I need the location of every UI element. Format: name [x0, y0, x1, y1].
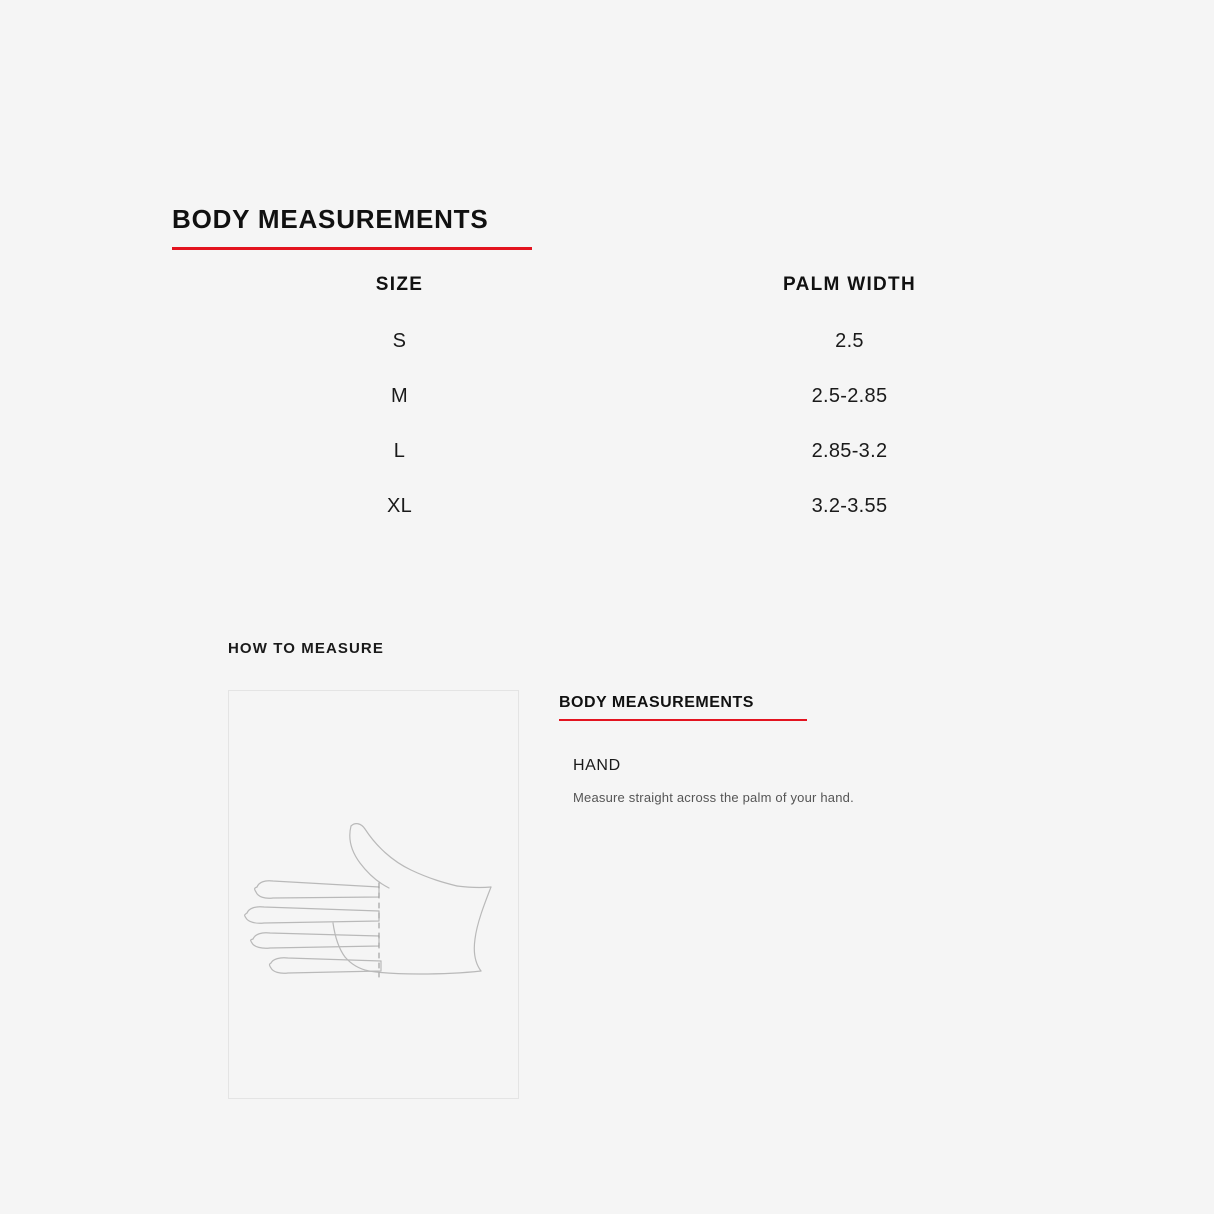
hand-diagram-container — [228, 690, 519, 1099]
info-item-title: HAND — [573, 757, 621, 774]
cell-palm-width: 2.5 — [835, 330, 864, 352]
cell-palm-width: 3.2-3.55 — [811, 495, 888, 517]
table-row — [172, 479, 1072, 534]
info-panel-title-underline — [559, 719, 807, 721]
page-title-underline — [172, 247, 532, 250]
cell-size: XL — [386, 495, 413, 517]
info-item-hand — [559, 757, 999, 807]
page-title-block — [172, 204, 532, 250]
cell-size: L — [393, 440, 406, 462]
table-row — [172, 369, 1072, 424]
info-item-description: Measure straight across the palm of your hand. — [573, 790, 854, 805]
size-chart-table — [172, 266, 1072, 534]
table-header-row — [172, 266, 1072, 314]
page-title: BODY MEASUREMENTS — [172, 204, 489, 234]
column-header-palm-width: PALM WIDTH — [783, 274, 916, 295]
hand-palm-width-icon — [229, 691, 518, 1098]
info-panel-heading-block — [559, 694, 999, 721]
cell-palm-width: 2.85-3.2 — [811, 440, 888, 462]
column-header-size: SIZE — [375, 274, 424, 295]
how-to-measure-label: HOW TO MEASURE — [228, 640, 384, 657]
table-row — [172, 314, 1072, 369]
cell-palm-width: 2.5-2.85 — [811, 385, 888, 407]
cell-size: S — [392, 330, 407, 352]
table-row — [172, 424, 1072, 479]
info-panel — [559, 694, 999, 807]
cell-size: M — [391, 385, 408, 407]
info-panel-title: BODY MEASUREMENTS — [559, 694, 754, 711]
